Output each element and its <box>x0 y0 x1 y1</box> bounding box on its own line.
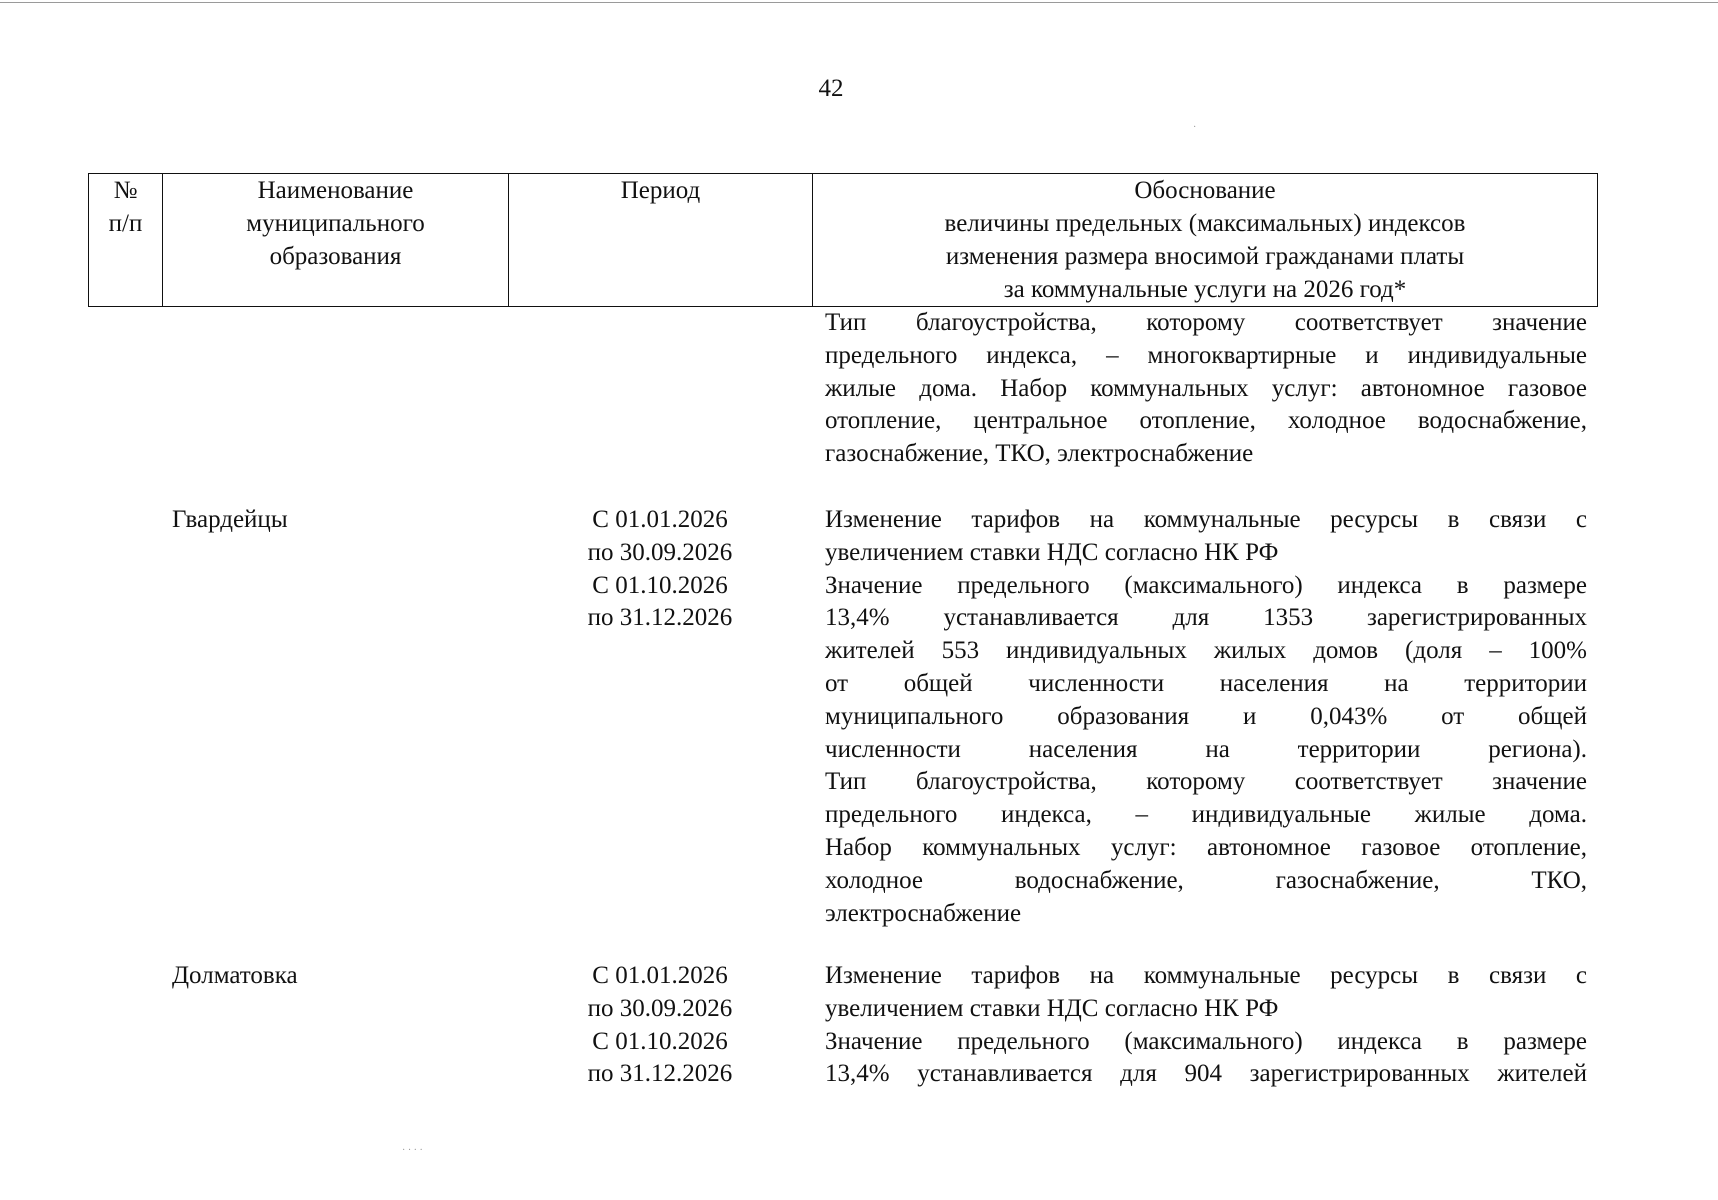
header-col-basis-line: Обоснование <box>1134 177 1276 204</box>
basis-line: электроснабжение <box>825 899 1022 927</box>
period-line: С 01.10.2026 <box>592 571 728 599</box>
basis-line: увеличением ставки НДС согласно НК РФ <box>825 538 1279 566</box>
row-continuation-basis <box>825 307 1587 471</box>
header-col-name-line: муниципального <box>246 210 425 237</box>
basis-line: Тип благоустройства, которому соответствует значение <box>825 768 1587 796</box>
basis-line: от общей численности населения на территории <box>825 669 1587 697</box>
header-col-number-line: № <box>113 177 138 204</box>
header-col-basis-line: изменения размера вносимой гражданами платы <box>945 243 1465 270</box>
period-line: С 01.01.2026 <box>592 962 728 989</box>
row-period-dolmatovka <box>560 960 760 1091</box>
basis-line: Изменение тарифов на коммунальные ресурсы в связи с <box>825 506 1587 533</box>
table-header <box>88 173 1598 307</box>
basis-line: 13,4% устанавливается для 1353 зарегистрированных <box>825 604 1587 632</box>
basis-line: предельного индекса, – индивидуальные жилые дома. <box>825 801 1587 829</box>
basis-line: газоснабжение, ТКО, электроснабжение <box>825 440 1254 468</box>
basis-line: численности населения на территории региона). <box>825 735 1587 763</box>
row-period-gvardeytsy <box>560 504 760 635</box>
period-line: С 01.01.2026 <box>592 506 728 533</box>
period-line: С 01.10.2026 <box>592 1027 728 1055</box>
row-name-dolmatovka: Долматовка <box>172 962 298 989</box>
header-col-name <box>163 174 509 307</box>
basis-line: холодное водоснабжение, газоснабжение, ТКО, <box>825 866 1587 894</box>
basis-line: жилые дома. Набор коммунальных услуг: автономное газовое <box>825 374 1587 402</box>
basis-line: предельного индекса, – многоквартирные и индивидуальные <box>825 341 1587 369</box>
basis-line: отопление, центральное отопление, холодное водоснабжение, <box>825 407 1587 435</box>
basis-line: Изменение тарифов на коммунальные ресурсы в связи с <box>825 962 1587 989</box>
basis-line: увеличением ставки НДС согласно НК РФ <box>825 994 1279 1022</box>
basis-line: муниципального образования и 0,043% от общей <box>825 702 1587 730</box>
header-col-name-line: образования <box>269 243 402 270</box>
header-col-period <box>509 174 813 307</box>
row-basis-gvardeytsy <box>825 504 1587 930</box>
scan-speck: · · · · <box>402 1145 423 1156</box>
basis-line: 13,4% устанавливается для 904 зарегистрированных жителей <box>825 1060 1587 1088</box>
period-line: по 31.12.2026 <box>587 604 733 632</box>
header-col-number-line: п/п <box>108 210 143 237</box>
basis-line: Набор коммунальных услуг: автономное газовое отопление, <box>825 833 1587 861</box>
row-basis-dolmatovka <box>825 960 1587 1091</box>
header-col-name-line: Наименование <box>257 177 414 204</box>
row-name-gvardeytsy: Гвардейцы <box>172 506 288 533</box>
header-col-basis-line: величины предельных (максимальных) индексов <box>944 210 1466 237</box>
basis-line: жителей 553 индивидуальных жилых домов (доля – 100% <box>825 637 1587 665</box>
scan-edge-line <box>0 2 1718 3</box>
scan-speck: · <box>1193 122 1197 133</box>
page-number: 42 <box>818 75 844 102</box>
period-line: по 30.09.2026 <box>587 994 733 1022</box>
period-line: по 31.12.2026 <box>587 1060 733 1088</box>
basis-line: Значение предельного (максимального) индекса в размере <box>825 1027 1587 1055</box>
basis-line: Значение предельного (максимального) индекса в размере <box>825 571 1587 599</box>
header-col-basis-line: за коммунальные услуги на 2026 год* <box>1003 276 1407 303</box>
basis-line: Тип благоустройства, которому соответствует значение <box>825 309 1587 336</box>
period-line: по 30.09.2026 <box>587 538 733 566</box>
header-col-number <box>89 174 163 307</box>
header-col-period-line: Период <box>620 177 701 204</box>
header-col-basis <box>813 174 1598 307</box>
